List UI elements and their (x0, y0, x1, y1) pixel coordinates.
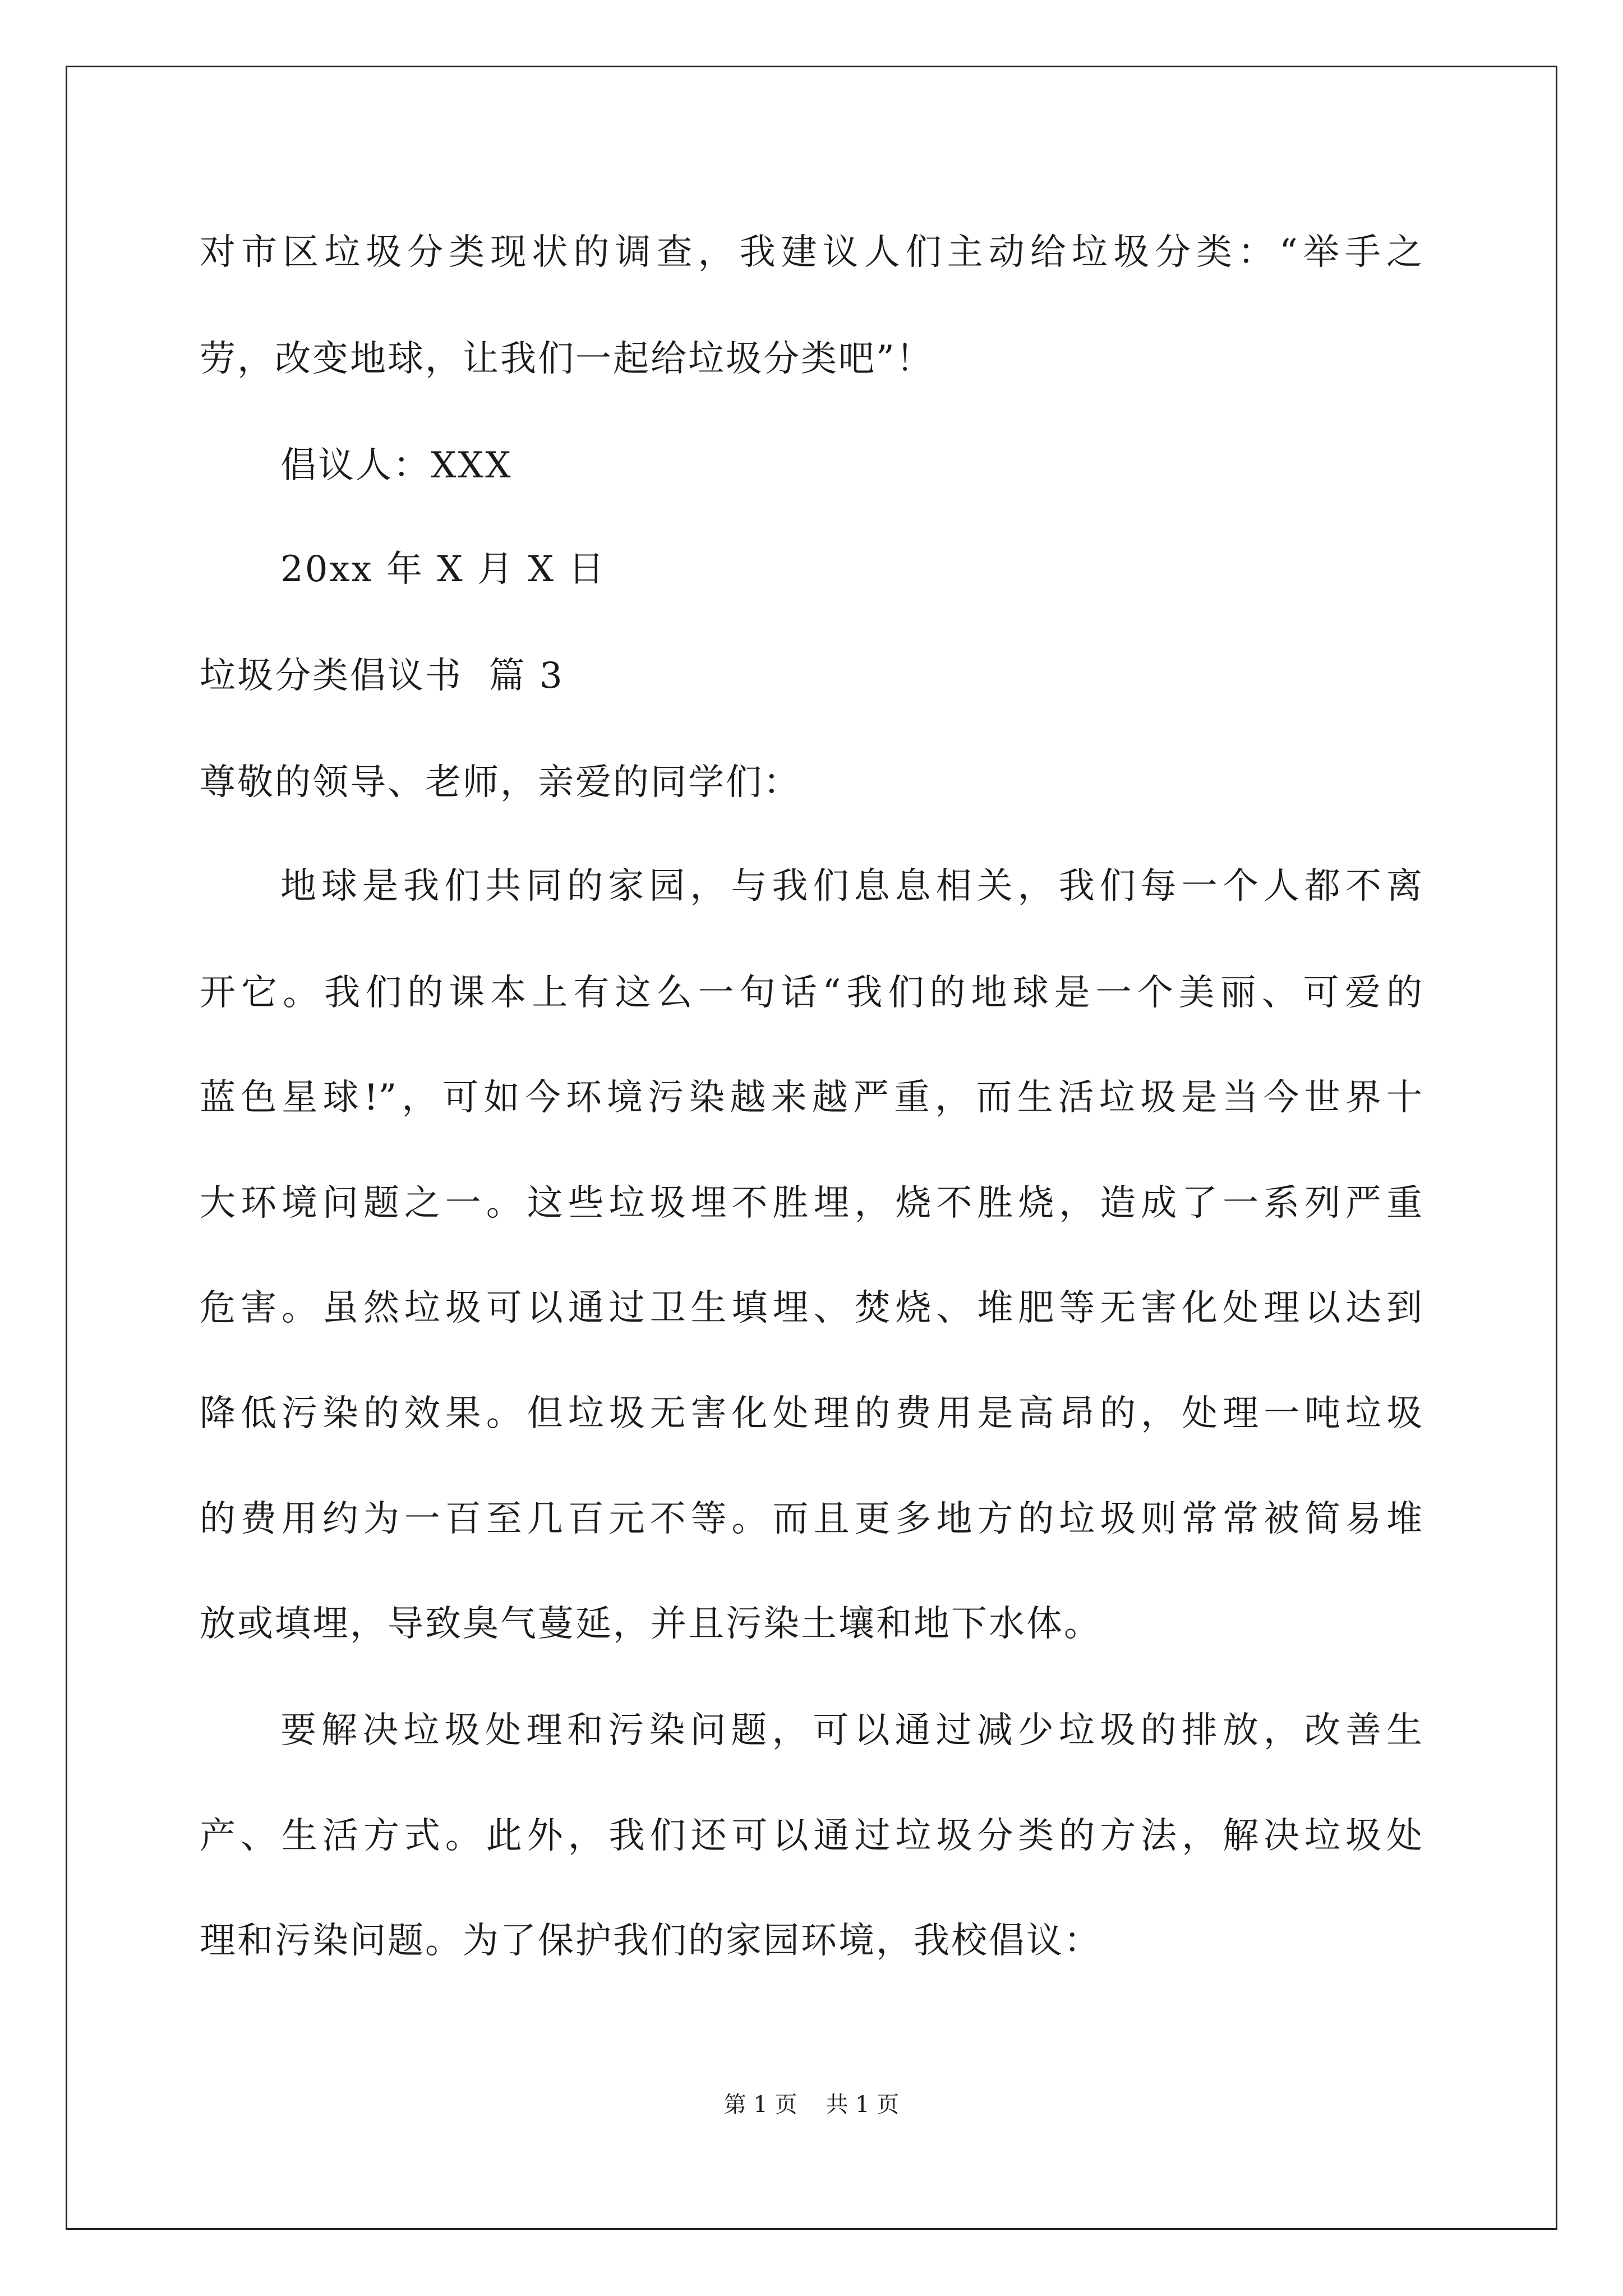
paragraph-line: 放或填埋，导致臭气蔓延，并且污染土壤和地下水体。 (200, 1603, 1101, 1645)
paragraph-line: 理和污染问题。为了保护我们的家园环境，我校倡议： (200, 1920, 1101, 1962)
paragraph-line: 大环境问题之一。这些垃圾埋不胜埋，烧不胜烧，造成了一系列严重 (200, 1182, 1422, 1224)
paragraph-line: 的费用约为一百至几百元不等。而且更多地方的垃圾则常常被简易堆 (200, 1498, 1422, 1540)
paragraph-line: 蓝色星球!”，可如今环境污染越来越严重，而生活垃圾是当今世界十 (200, 1077, 1422, 1119)
paragraph-line: 对市区垃圾分类现状的调查，我建议人们主动给垃圾分类：“举手之 (200, 232, 1422, 273)
section-heading: 垃圾分类倡议书 篇 3 (200, 655, 564, 697)
page-footer: 第 1 页 共 1 页 (723, 2092, 900, 2118)
paragraph-line: 要解决垃圾处理和污染问题，可以通过减少垃圾的排放，改善生 (280, 1710, 1422, 1751)
paragraph-line: 地球是我们共同的家园，与我们息息相关，我们每一个人都不离 (280, 866, 1422, 907)
date-line: 20xx 年 X 月 X 日 (280, 549, 606, 590)
proposer-line: 倡议人：XXX (280, 445, 513, 486)
paragraph-line: 降低污染的效果。但垃圾无害化处理的费用是高昂的，处理一吨垃圾 (200, 1393, 1422, 1434)
paragraph-line: 开它。我们的课本上有这么一句话“我们的地球是一个美丽、可爱的 (200, 972, 1422, 1014)
paragraph-line: 劳，改变地球，让我们一起给垃圾分类吧”！ (200, 338, 934, 380)
salutation: 尊敬的领导、老师，亲爱的同学们： (200, 762, 801, 803)
paragraph-line: 危害。虽然垃圾可以通过卫生填埋、焚烧、堆肥等无害化处理以达到 (200, 1287, 1422, 1329)
page-border (66, 66, 1557, 2230)
paragraph-line: 产、生活方式。此外，我们还可以通过垃圾分类的方法，解决垃圾处 (200, 1815, 1422, 1857)
